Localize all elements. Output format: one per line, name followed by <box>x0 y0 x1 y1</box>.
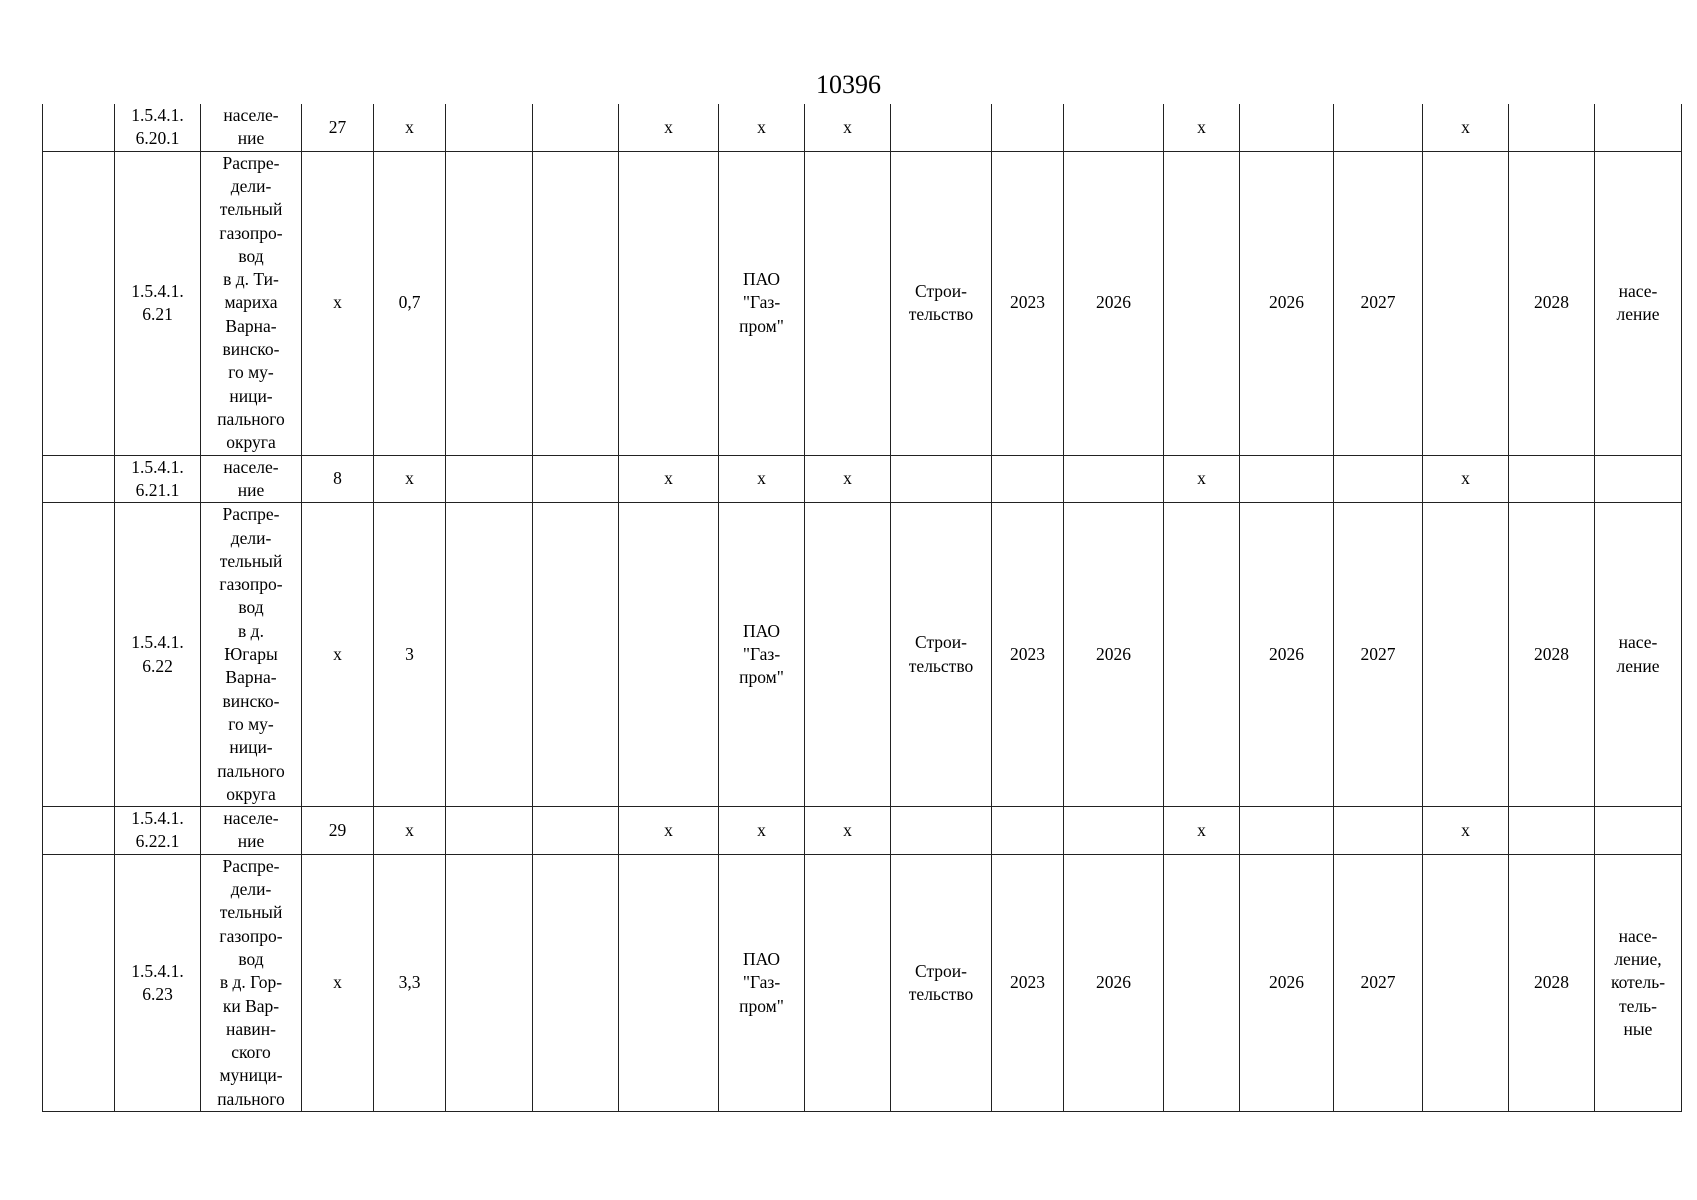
table-cell-col-16 <box>1334 455 1423 503</box>
table-cell-col-14 <box>1164 151 1240 455</box>
investment-program-table <box>42 104 1682 1112</box>
table-cell-col-6 <box>446 807 533 855</box>
table-cell-col-15 <box>1240 455 1334 503</box>
table-cell-col-14: х <box>1164 807 1240 855</box>
table-cell-col-18: 2028 <box>1509 151 1595 455</box>
table-cell-col-8: х <box>619 455 719 503</box>
table-cell-col-10: х <box>805 455 891 503</box>
table-cell-col-13: 2026 <box>1064 854 1164 1111</box>
table-cell-col-14: х <box>1164 455 1240 503</box>
table-cell-col-16: 2027 <box>1334 503 1423 807</box>
table-cell-col-16 <box>1334 807 1423 855</box>
table-cell-col-5: 0,7 <box>374 151 446 455</box>
table-cell-col-7 <box>533 854 619 1111</box>
table-cell-col-1 <box>43 455 115 503</box>
table-cell-col-17 <box>1423 503 1509 807</box>
table-cell-col-6 <box>446 104 533 151</box>
table-cell-col-4: 29 <box>302 807 374 855</box>
table-cell-col-17 <box>1423 151 1509 455</box>
table-cell-col-7 <box>533 151 619 455</box>
table-cell-col-8 <box>619 854 719 1111</box>
table-cell-col-19 <box>1595 807 1682 855</box>
table-cell-col-8: х <box>619 807 719 855</box>
table-cell-col-19: насе- ление <box>1595 503 1682 807</box>
table-cell-col-12 <box>992 807 1064 855</box>
table-cell-col-8 <box>619 151 719 455</box>
table-cell-col-9: х <box>719 807 805 855</box>
table-row-project <box>43 854 1682 1111</box>
table-cell-col-3: населе- ние <box>201 807 302 855</box>
table-cell-col-5: 3,3 <box>374 854 446 1111</box>
table-cell-col-19: насе- ление <box>1595 151 1682 455</box>
table-cell-col-15: 2026 <box>1240 151 1334 455</box>
table-cell-col-16 <box>1334 104 1423 151</box>
table-cell-col-6 <box>446 503 533 807</box>
table-cell-col-13 <box>1064 455 1164 503</box>
table-cell-col-1 <box>43 503 115 807</box>
table-cell-col-19 <box>1595 104 1682 151</box>
table-cell-col-12: 2023 <box>992 151 1064 455</box>
table-cell-col-7 <box>533 503 619 807</box>
table-cell-col-2: 1.5.4.1. 6.22 <box>115 503 201 807</box>
table-cell-col-13 <box>1064 807 1164 855</box>
table-cell-col-11 <box>891 807 992 855</box>
table-cell-col-3: Распре- дели- тельный газопро- вод в д. Ти- мариха Варна- винско- го му- ници- пального округа <box>201 151 302 455</box>
table-cell-col-13: 2026 <box>1064 151 1164 455</box>
table-cell-col-2: 1.5.4.1. 6.22.1 <box>115 807 201 855</box>
table-cell-col-19 <box>1595 455 1682 503</box>
table-cell-col-15 <box>1240 807 1334 855</box>
table-cell-col-3: населе- ние <box>201 455 302 503</box>
table-cell-col-11 <box>891 455 992 503</box>
table-cell-col-12 <box>992 104 1064 151</box>
table-cell-col-13 <box>1064 104 1164 151</box>
table-cell-col-4: 27 <box>302 104 374 151</box>
table-cell-col-9: ПАО "Газ- пром" <box>719 151 805 455</box>
table-cell-col-11: Строи- тельство <box>891 151 992 455</box>
table-cell-col-9: ПАО "Газ- пром" <box>719 854 805 1111</box>
table-cell-col-17: х <box>1423 455 1509 503</box>
table-row-project <box>43 151 1682 455</box>
table-cell-col-1 <box>43 151 115 455</box>
table-cell-col-16: 2027 <box>1334 854 1423 1111</box>
table-cell-col-12: 2023 <box>992 503 1064 807</box>
table-cell-col-6 <box>446 455 533 503</box>
table-cell-col-5: х <box>374 104 446 151</box>
table-cell-col-11: Строи- тельство <box>891 503 992 807</box>
table-cell-col-3: населе- ние <box>201 104 302 151</box>
table-cell-col-2: 1.5.4.1. 6.20.1 <box>115 104 201 151</box>
table-cell-col-2: 1.5.4.1. 6.21 <box>115 151 201 455</box>
page-number: 10396 <box>816 70 881 99</box>
table-cell-col-10 <box>805 151 891 455</box>
table-cell-col-11 <box>891 104 992 151</box>
table-cell-col-10 <box>805 503 891 807</box>
table-cell-col-14: х <box>1164 104 1240 151</box>
table-cell-col-17 <box>1423 854 1509 1111</box>
table-cell-col-4: х <box>302 854 374 1111</box>
table-cell-col-5: 3 <box>374 503 446 807</box>
table-cell-col-13: 2026 <box>1064 503 1164 807</box>
table-cell-col-18 <box>1509 104 1595 151</box>
table-cell-col-5: х <box>374 455 446 503</box>
table-row-consumers <box>43 807 1682 855</box>
table-cell-col-18: 2028 <box>1509 503 1595 807</box>
table-cell-col-1 <box>43 807 115 855</box>
table-cell-col-4: 8 <box>302 455 374 503</box>
table-cell-col-14 <box>1164 854 1240 1111</box>
table-cell-col-4: х <box>302 503 374 807</box>
table-cell-col-7 <box>533 455 619 503</box>
table-cell-col-6 <box>446 854 533 1111</box>
table-row-consumers <box>43 455 1682 503</box>
table-cell-col-1 <box>43 854 115 1111</box>
table-cell-col-16: 2027 <box>1334 151 1423 455</box>
table-cell-col-18 <box>1509 807 1595 855</box>
table-cell-col-12 <box>992 455 1064 503</box>
table-cell-col-11: Строи- тельство <box>891 854 992 1111</box>
table-cell-col-19: насе- ление, котель- тель- ные <box>1595 854 1682 1111</box>
table-cell-col-9: х <box>719 455 805 503</box>
table-cell-col-15: 2026 <box>1240 854 1334 1111</box>
table-cell-col-8 <box>619 503 719 807</box>
table-cell-col-8: х <box>619 104 719 151</box>
table-cell-col-15: 2026 <box>1240 503 1334 807</box>
table-cell-col-10: х <box>805 104 891 151</box>
table-cell-col-18: 2028 <box>1509 854 1595 1111</box>
table-cell-col-6 <box>446 151 533 455</box>
table-cell-col-4: х <box>302 151 374 455</box>
table-cell-col-2: 1.5.4.1. 6.21.1 <box>115 455 201 503</box>
table-cell-col-3: Распре- дели- тельный газопро- вод в д. Гор- ки Вар- навин- ского муници- пального <box>201 854 302 1111</box>
table-cell-col-17: х <box>1423 807 1509 855</box>
table-cell-col-1 <box>43 104 115 151</box>
table-cell-col-12: 2023 <box>992 854 1064 1111</box>
table-cell-col-5: х <box>374 807 446 855</box>
table-cell-col-3: Распре- дели- тельный газопро- вод в д. Югары Варна- винско- го му- ници- пального округа <box>201 503 302 807</box>
table-cell-col-10: х <box>805 807 891 855</box>
table-cell-col-17: х <box>1423 104 1509 151</box>
table-row-consumers <box>43 104 1682 151</box>
table-row-project <box>43 503 1682 807</box>
table-cell-col-2: 1.5.4.1. 6.23 <box>115 854 201 1111</box>
table-cell-col-7 <box>533 104 619 151</box>
table-cell-col-9: х <box>719 104 805 151</box>
table-cell-col-7 <box>533 807 619 855</box>
table-cell-col-14 <box>1164 503 1240 807</box>
table-cell-col-9: ПАО "Газ- пром" <box>719 503 805 807</box>
table-cell-col-10 <box>805 854 891 1111</box>
table-cell-col-15 <box>1240 104 1334 151</box>
table-cell-col-18 <box>1509 455 1595 503</box>
